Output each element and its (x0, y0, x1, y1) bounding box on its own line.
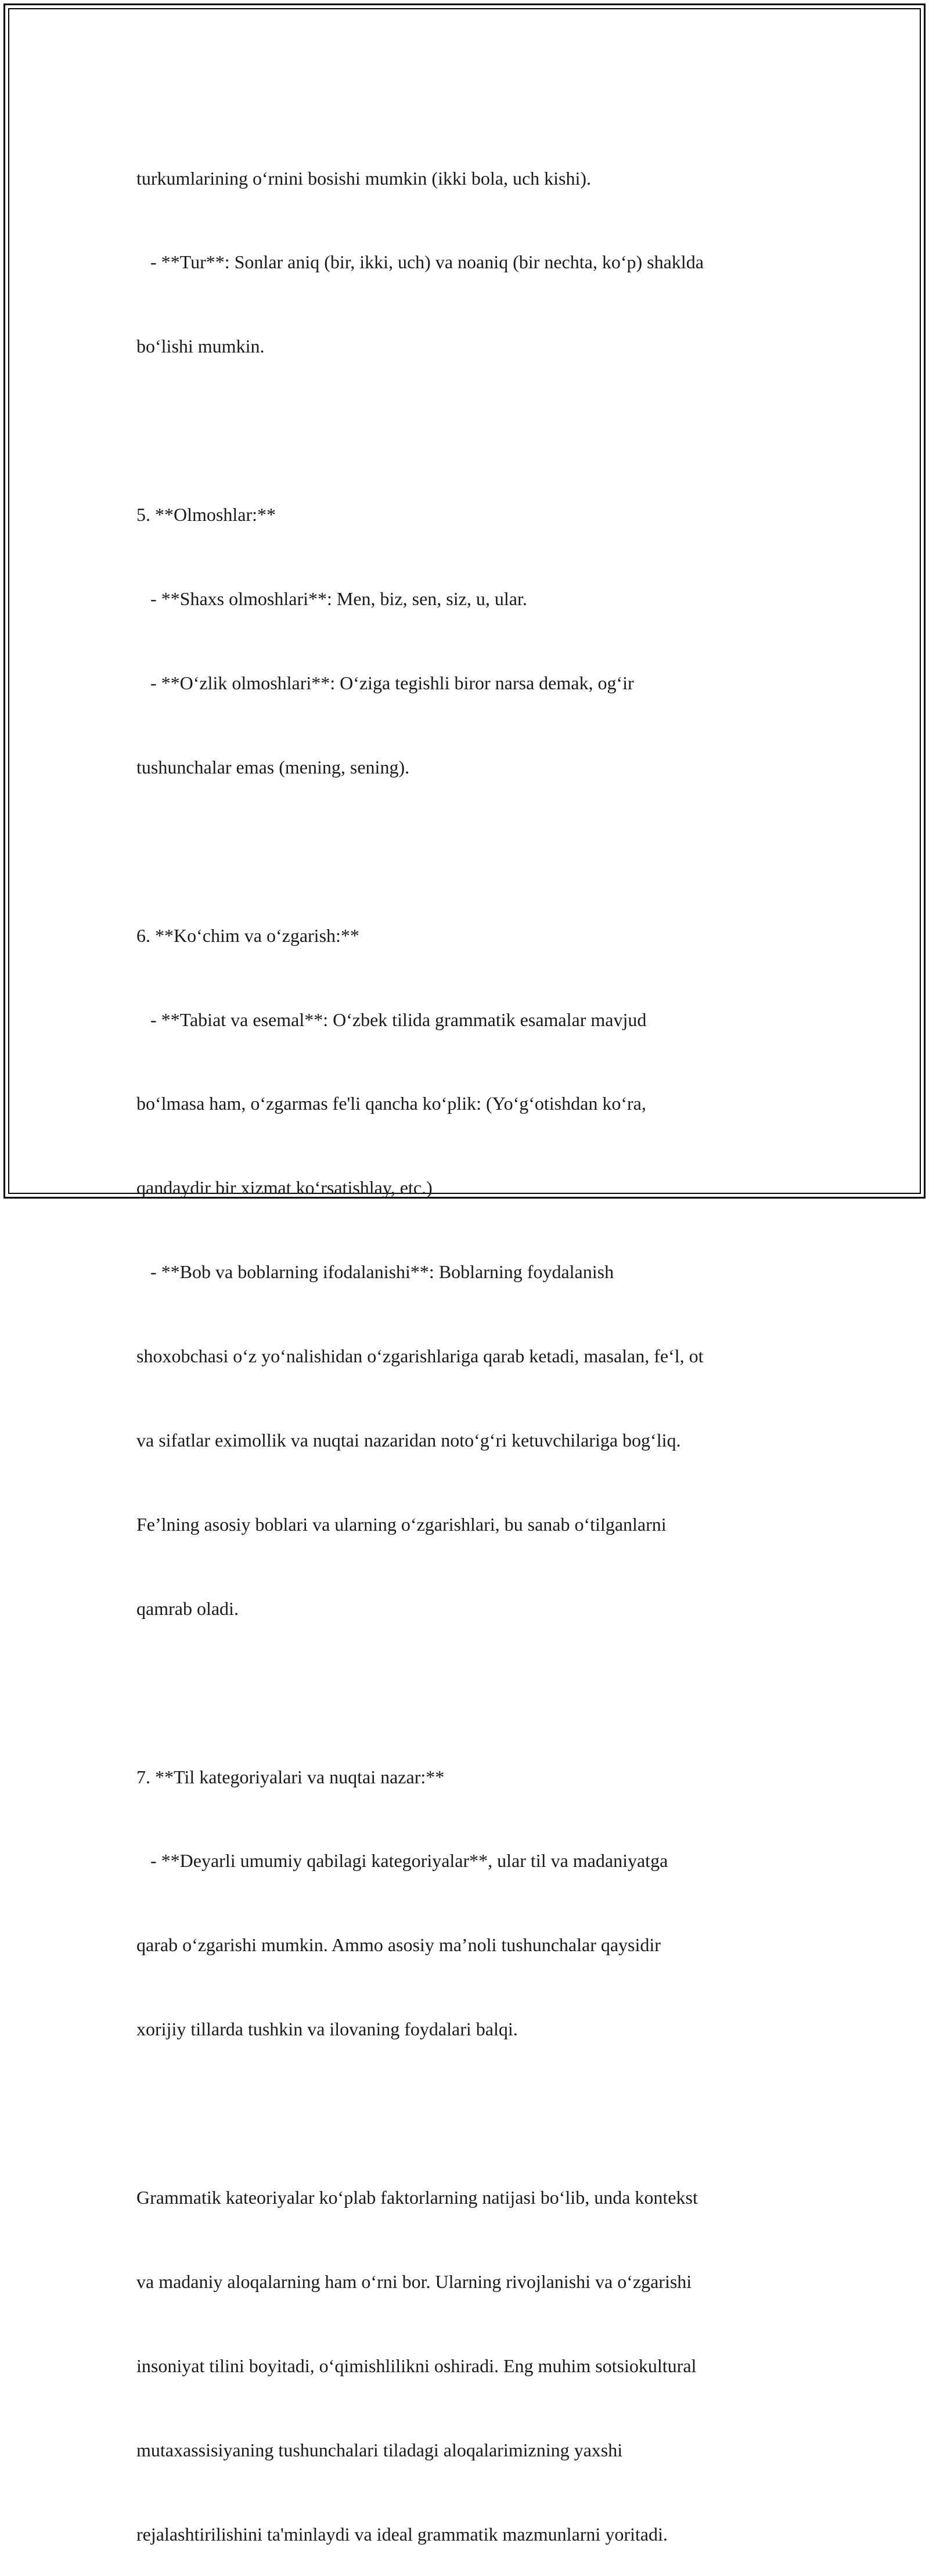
text-line: - **Tur**: Sonlar aniq (bir, ikki, uch) va noaniq (bir nechta, ko‘p) shaklda (136, 251, 704, 273)
text-line: insoniyat tilini boyitadi, o‘qimishlilikni oshiradi. Eng muhim sotsiokultural (136, 2355, 697, 2376)
blank-line (136, 2099, 804, 2127)
text-line: turkumlarining o‘rnini bosishi mumkin (ikki bola, uch kishi). (136, 167, 592, 189)
text-line: rejalashtirilishini ta'minlaydi va ideal grammatik mazmunlarni yoritadi. (136, 2523, 668, 2545)
text-line: xorijiy tillarda tushkin va ilovaning foydalari balqi. (136, 2019, 518, 2040)
text-line: Fe’lning asosiy boblari va ularning o‘zgarishlari, bu sanab o‘tilganlarni (136, 1513, 667, 1535)
blank-line (136, 416, 804, 444)
text-line: - **O‘zlik olmoshlari**: O‘ziga tegishli biror narsa demak, og‘ir (136, 672, 634, 693)
text-line: qarab o‘zgarishi mumkin. Ammo asosiy ma’noli tushunchalar qaysidir (136, 1934, 661, 1956)
blank-line (136, 837, 804, 865)
text-line: qamrab oladi. (136, 1598, 239, 1619)
text-line: bo‘lishi mumkin. (136, 336, 265, 357)
text-line: shoxobchasi o‘z yo‘nalishidan o‘zgarishlariga qarab ketadi, masalan, fe‘l, ot (136, 1345, 704, 1367)
section-heading: 6. **Ko‘chim va o‘zgarish:** (136, 924, 359, 946)
document-body (136, 108, 804, 2576)
section-heading: 5. **Olmoshlar:** (136, 504, 276, 526)
text-line: bo‘lmasa ham, o‘zgarmas fe'li qancha ko‘plik: (Yo‘g‘otishdan ko‘ra, (136, 1093, 646, 1114)
text-line: - **Tabiat va esemal**: O‘zbek tilida grammatik esamalar mavjud (136, 1009, 647, 1030)
text-line: Grammatik kateoriyalar ko‘plab faktorlarning natijasi bo‘lib, unda kontekst (136, 2186, 698, 2208)
text-line: - **Shaxs olmoshlari**: Men, biz, sen, siz, u, ular. (136, 588, 527, 610)
blank-line (136, 1679, 804, 1707)
text-line: va madaniy aloqalarning ham o‘rni bor. Ularning rivojlanishi va o‘zgarishi (136, 2271, 692, 2292)
text-line: tushunchalar emas (mening, sening). (136, 756, 410, 778)
text-line: va sifatlar eximollik va nuqtai nazaridan noto‘g‘ri ketuvchilariga bog‘liq. (136, 1429, 681, 1451)
text-line: - **Bob va boblarning ifodalanishi**: Boblarning foydalanish (136, 1261, 614, 1283)
section-heading: 7. **Til kategoriyalari va nuqtai nazar:** (136, 1766, 445, 1787)
text-line: mutaxassisiyaning tushunchalari tiladagi aloqalarimizning yaxshi (136, 2439, 623, 2460)
text-line: - **Deyarli umumiy qabilagi kategoriyalar**, ular til va madaniyatga (136, 1850, 668, 1872)
text-line: qandaydir bir xizmat ko‘rsatishlay, etc.) (136, 1177, 433, 1199)
